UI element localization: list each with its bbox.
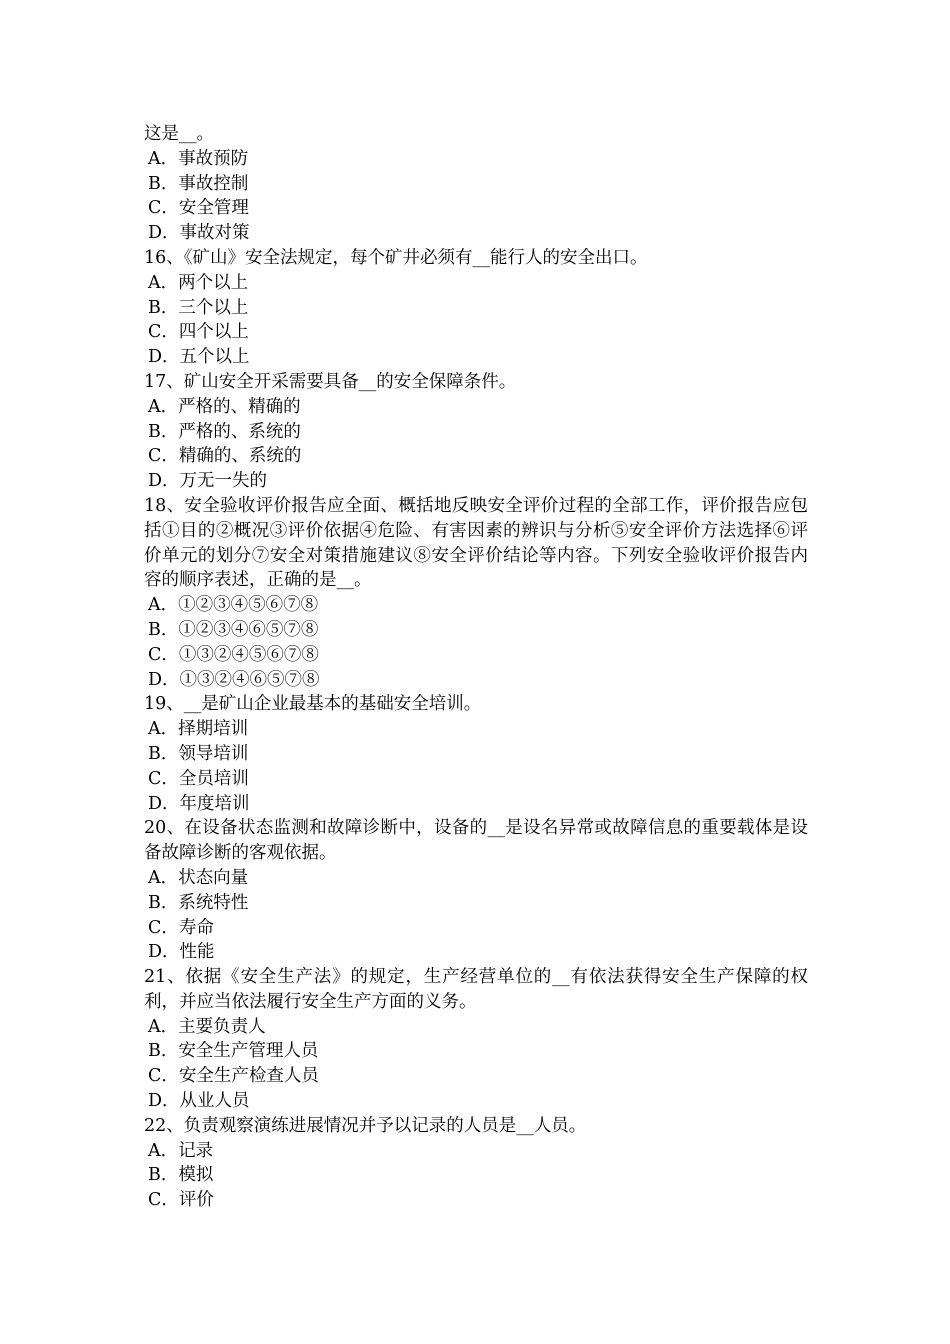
option-c: C．①③②④⑤⑥⑦⑧	[148, 644, 319, 665]
option-d: D．从业人员	[148, 1091, 250, 1112]
question-20: 20、在设备状态监测和故障诊断中，设备的__是设名异常或故障信息的重要载体是设备故障诊断的客观依据。	[144, 818, 808, 864]
question-16: 16、《矿山》安全法规定，每个矿井必须有__能行人的安全出口。	[144, 247, 648, 268]
question-18: 18、安全验收评价报告应全面、概括地反映安全评价过程的全部工作，评价报告应包括①目的②概况③评价依据④危险、有害因素的辨识与分析⑤安全评价方法选择⑥评价单元的划分⑦安全对策措施建议⑧安全评价结论等内容。下列安全验收评价报告内容的顺序表述，正确的是__。	[144, 495, 808, 591]
option-c: C．全员培训	[148, 768, 249, 789]
option-d: D．性能	[148, 942, 215, 963]
option-d: D．年度培训	[148, 793, 250, 814]
option-c: C．寿命	[148, 917, 214, 938]
option-c: C．安全生产检查人员	[148, 1066, 319, 1087]
option-c: C．安全管理	[148, 198, 249, 219]
option-b: B．事故控制	[148, 173, 249, 194]
option-a: A．严格的、精确的	[148, 396, 301, 417]
option-b: B．三个以上	[148, 297, 249, 318]
option-a: A．记录	[148, 1140, 214, 1161]
option-a: A．两个以上	[148, 272, 249, 293]
option-d: D．①③②④⑥⑤⑦⑧	[148, 669, 320, 690]
question-19: 19、__是矿山企业最基本的基础安全培训。	[144, 694, 482, 715]
option-a: A．状态向量	[148, 867, 249, 888]
option-b: B．系统特性	[148, 892, 249, 913]
option-d: D．万无一失的	[148, 471, 268, 492]
option-a: A．择期培训	[148, 719, 249, 740]
option-a: A．主要负责人	[148, 1016, 266, 1037]
option-d: D．事故对策	[148, 223, 250, 244]
option-c: C．评价	[148, 1190, 214, 1211]
option-b: B．严格的、系统的	[148, 421, 301, 442]
question-15-tail: 这是__。	[144, 124, 214, 144]
option-c: C．精确的、系统的	[148, 446, 302, 467]
option-b: B．模拟	[148, 1165, 214, 1186]
question-17: 17、矿山安全开采需要具备__的安全保障条件。	[144, 371, 517, 392]
option-b: B．领导培训	[148, 743, 249, 764]
document-page	[144, 122, 808, 1213]
option-a: A．事故预防	[148, 148, 249, 169]
option-b: B．安全生产管理人员	[148, 1041, 319, 1062]
option-b: B．①②③④⑥⑤⑦⑧	[148, 619, 319, 640]
option-c: C．四个以上	[148, 322, 249, 343]
option-d: D．五个以上	[148, 347, 250, 368]
question-21: 21、依据《安全生产法》的规定，生产经营单位的__有依法获得安全生产保障的权利，并应当依法履行安全生产方面的义务。	[144, 967, 808, 1012]
option-a: A．①②③④⑤⑥⑦⑧	[148, 595, 319, 616]
question-22: 22、负责观察演练进展情况并予以记录的人员是__人员。	[144, 1115, 587, 1136]
